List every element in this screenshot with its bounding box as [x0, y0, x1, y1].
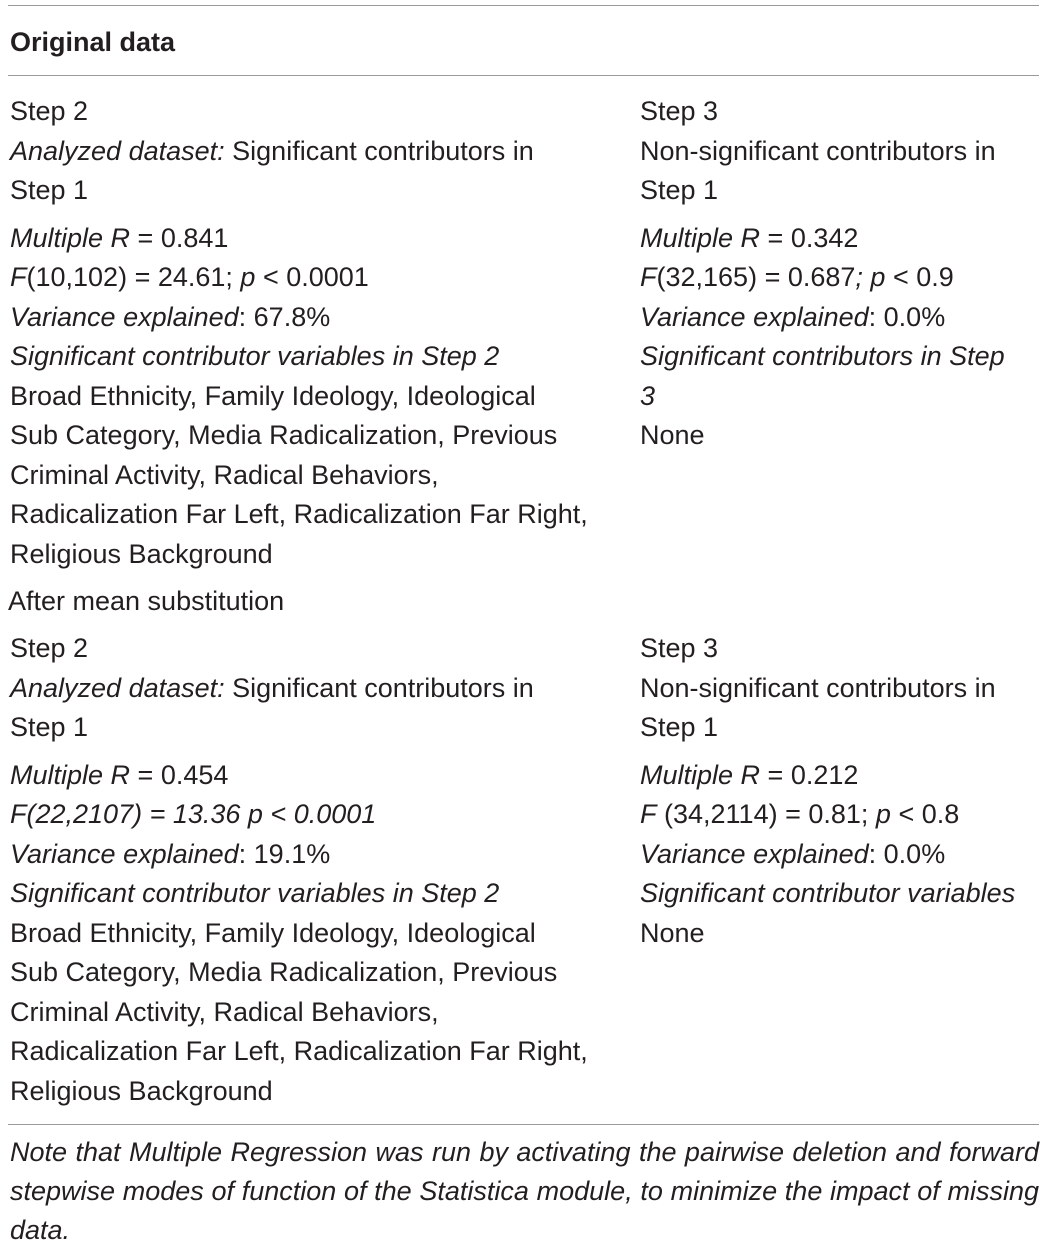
contributors-label: Significant contributor variables in Step 2 [10, 878, 500, 908]
f-statistic: F(22,2107) = 13.36 p < 0.0001 [10, 799, 377, 829]
contributors-line: Criminal Activity, Radical Behaviors, [10, 996, 439, 1027]
contributors-label-cont: 3 [640, 380, 656, 411]
variance-explained: Variance explained: 67.8% [10, 301, 331, 332]
contributors-line: Radicalization Far Left, Radicalization Far Right, [10, 1036, 588, 1066]
multiple-r: Multiple R = 0.841 [10, 222, 229, 253]
contributors-label: Significant contributors in Step [640, 341, 1005, 371]
original-step2-cell [10, 92, 620, 574]
contributors-line: Sub Category, Media Radicalization, Previous [10, 420, 558, 450]
step-label: Step 3 [640, 96, 719, 126]
table-footnote: Note that Multiple Regression was run by activating the pairwise deletion and forward stepwise modes of function of the Statistica module, to minimize the impact of missing data. [10, 1137, 1039, 1245]
multiple-r: Multiple R = 0.454 [10, 759, 229, 790]
table-header-rule [8, 75, 1039, 76]
section-heading-mean-substitution: After mean substitution [8, 586, 285, 616]
section-heading-original-data: Original data [10, 27, 176, 57]
dataset-line-cont: Step 1 [10, 712, 89, 742]
dataset-line: Non-significant contributors in [640, 135, 996, 166]
dataset-line-cont: Step 1 [640, 175, 719, 205]
dataset-line: Non-significant contributors in [640, 672, 996, 703]
table-top-rule [8, 5, 1039, 6]
contributors-line: Radicalization Far Left, Radicalization Far Right, [10, 499, 588, 529]
contributors-line: Broad Ethnicity, Family Ideology, Ideological [10, 917, 536, 948]
contributors-value: None [640, 917, 705, 948]
variance-explained: Variance explained: 19.1% [10, 838, 331, 869]
contributors-line: Broad Ethnicity, Family Ideology, Ideological [10, 380, 536, 411]
table-footer-rule [8, 1124, 1039, 1125]
multiple-r: Multiple R = 0.212 [640, 759, 859, 790]
f-statistic: F(32,165) = 0.687; p < 0.9 [640, 262, 954, 292]
f-statistic: F (34,2114) = 0.81; p < 0.8 [640, 799, 960, 829]
original-step3-cell [640, 92, 1040, 456]
dataset-line-cont: Step 1 [640, 712, 719, 742]
dataset-line: Analyzed dataset: Significant contributors in [10, 672, 534, 703]
mean-sub-step3-cell [640, 629, 1040, 953]
contributors-line: Sub Category, Media Radicalization, Previous [10, 957, 558, 987]
step-label: Step 3 [640, 633, 719, 663]
f-statistic: F(10,102) = 24.61; p < 0.0001 [10, 262, 369, 292]
dataset-line: Analyzed dataset: Significant contributors in [10, 135, 534, 166]
contributors-label: Significant contributor variables [640, 878, 1016, 908]
contributors-line: Religious Background [10, 1075, 273, 1106]
contributors-line: Religious Background [10, 538, 273, 569]
step-label: Step 2 [10, 96, 89, 126]
variance-explained: Variance explained: 0.0% [640, 838, 946, 869]
step-label: Step 2 [10, 633, 89, 663]
multiple-r: Multiple R = 0.342 [640, 222, 859, 253]
contributors-value: None [640, 420, 705, 450]
contributors-line: Criminal Activity, Radical Behaviors, [10, 459, 439, 490]
contributors-label: Significant contributor variables in Step 2 [10, 341, 500, 371]
variance-explained: Variance explained: 0.0% [640, 301, 946, 332]
dataset-line-cont: Step 1 [10, 175, 89, 205]
mean-sub-step2-cell [10, 629, 620, 1111]
